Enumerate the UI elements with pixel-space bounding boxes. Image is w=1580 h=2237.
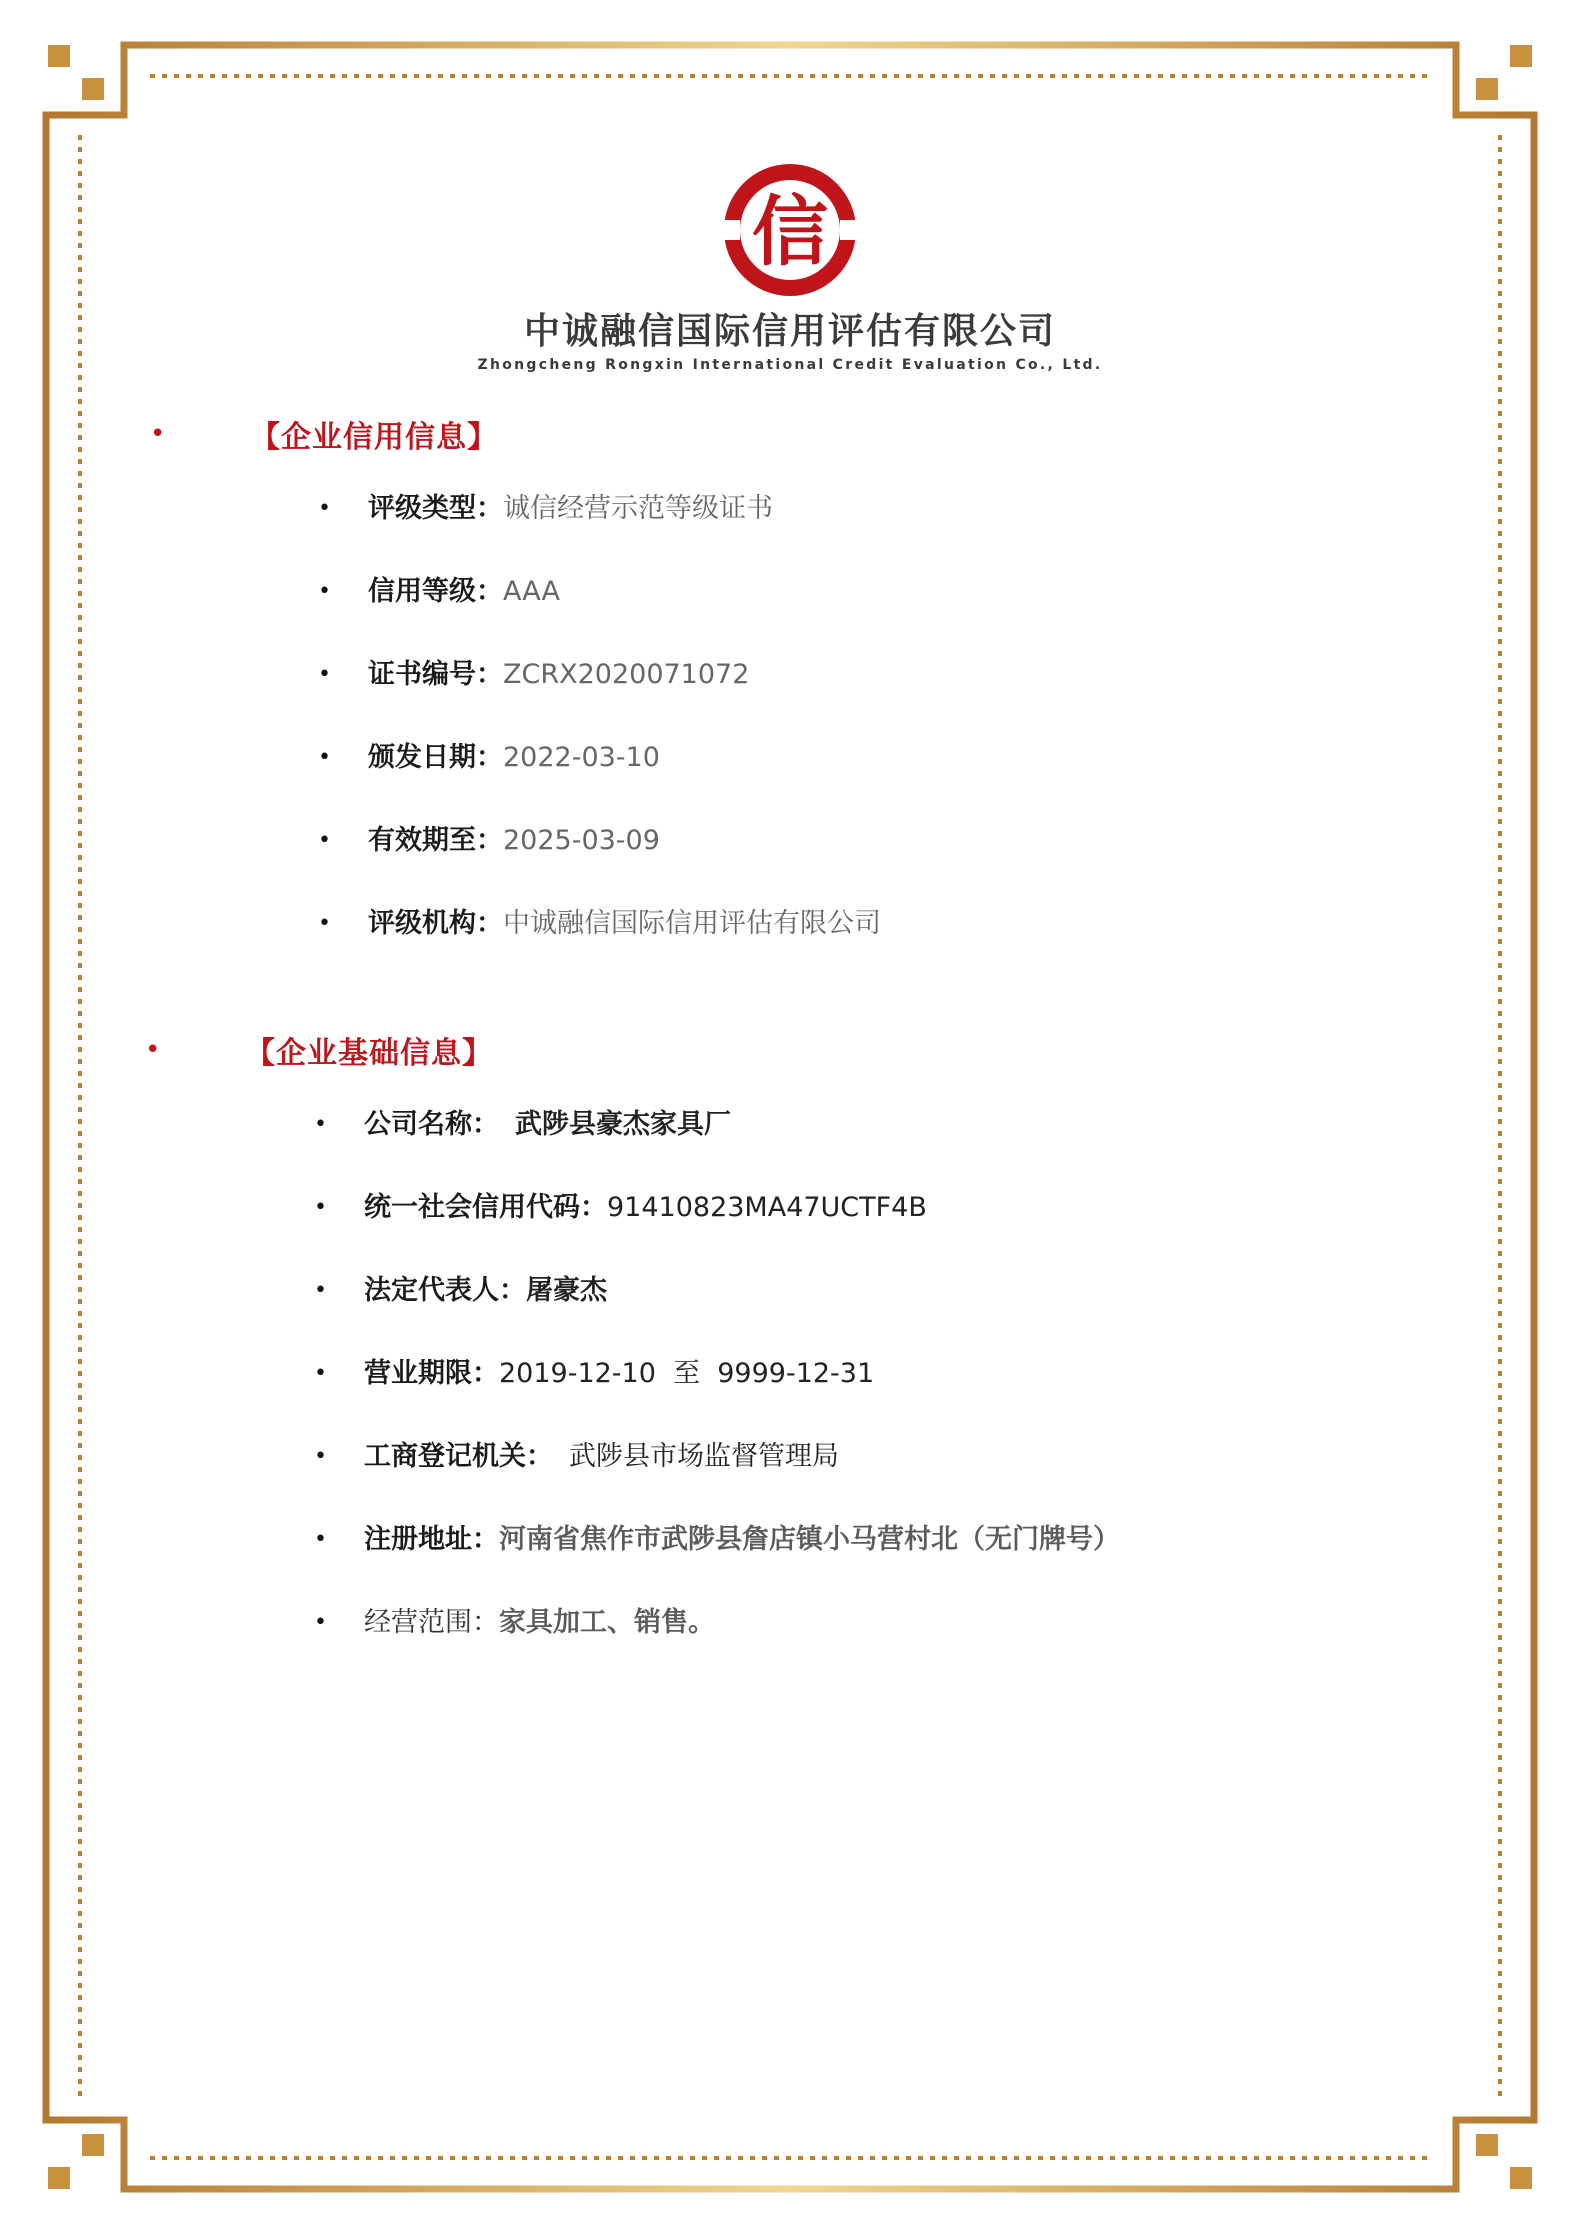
list-item-rating-agency: • 评级机构： 中诚融信国际信用评估有限公司	[318, 908, 881, 939]
bullet-icon: •	[314, 1609, 327, 1635]
list-item-registration-authority: • 工商登记机关： 武陟县市场监督管理局	[314, 1441, 839, 1472]
bullet-icon: •	[314, 1360, 327, 1386]
list-item-credit-level: • 信用等级： AAA	[318, 576, 560, 607]
inner-dotted-border	[80, 76, 1500, 2158]
bullet-icon: •	[318, 910, 331, 936]
section-bullet-icon: •	[150, 419, 166, 449]
bullet-icon: •	[314, 1277, 327, 1303]
list-item-legal-representative: • 法定代表人： 屠豪杰	[314, 1275, 607, 1306]
list-item-valid-until: • 有效期至： 2025-03-09	[318, 825, 660, 856]
list-item-issue-date: • 颁发日期： 2022-03-10	[318, 742, 660, 773]
list-item-rating-type: • 评级类型： 诚信经营示范等级证书	[318, 493, 773, 524]
list-item-business-term: • 营业期限： 2019-12-10 至 9999-12-31	[314, 1358, 875, 1389]
bullet-icon: •	[314, 1111, 327, 1137]
credit-info-title: 【企业信用信息】	[250, 420, 498, 455]
company-logo-block	[0, 160, 1580, 373]
xin-seal-logo-icon	[710, 160, 870, 300]
list-item-company-name: • 公司名称： 武陟县豪杰家具厂	[314, 1109, 731, 1140]
section-bullet-icon: •	[145, 1035, 161, 1065]
bullet-icon: •	[318, 495, 331, 521]
bullet-icon: •	[314, 1443, 327, 1469]
bullet-icon: •	[314, 1526, 327, 1552]
basic-info-title: 【企业基础信息】	[245, 1036, 493, 1071]
list-item-business-scope: • 经营范围： 家具加工、销售。	[314, 1607, 715, 1638]
bullet-icon: •	[318, 827, 331, 853]
list-item-credit-code: • 统一社会信用代码： 91410823MA47UCTF4B	[314, 1192, 927, 1223]
company-name-en: Zhongcheng Rongxin International Credit Evaluation Co., Ltd.	[477, 356, 1103, 373]
company-name-cn: 中诚融信国际信用评估有限公司	[523, 311, 1056, 352]
list-item-certificate-number: • 证书编号： ZCRX2020071072	[318, 659, 750, 690]
bullet-icon: •	[318, 661, 331, 687]
bullet-icon: •	[318, 744, 331, 770]
svg-text:信: 信	[752, 187, 828, 276]
credit-info-section-header	[150, 412, 498, 456]
list-item-registered-address: • 注册地址： 河南省焦作市武陟县詹店镇小马营村北（无门牌号）	[314, 1524, 1120, 1555]
bullet-icon: •	[318, 578, 331, 604]
bullet-icon: •	[314, 1194, 327, 1220]
basic-info-section-header	[145, 1028, 493, 1072]
